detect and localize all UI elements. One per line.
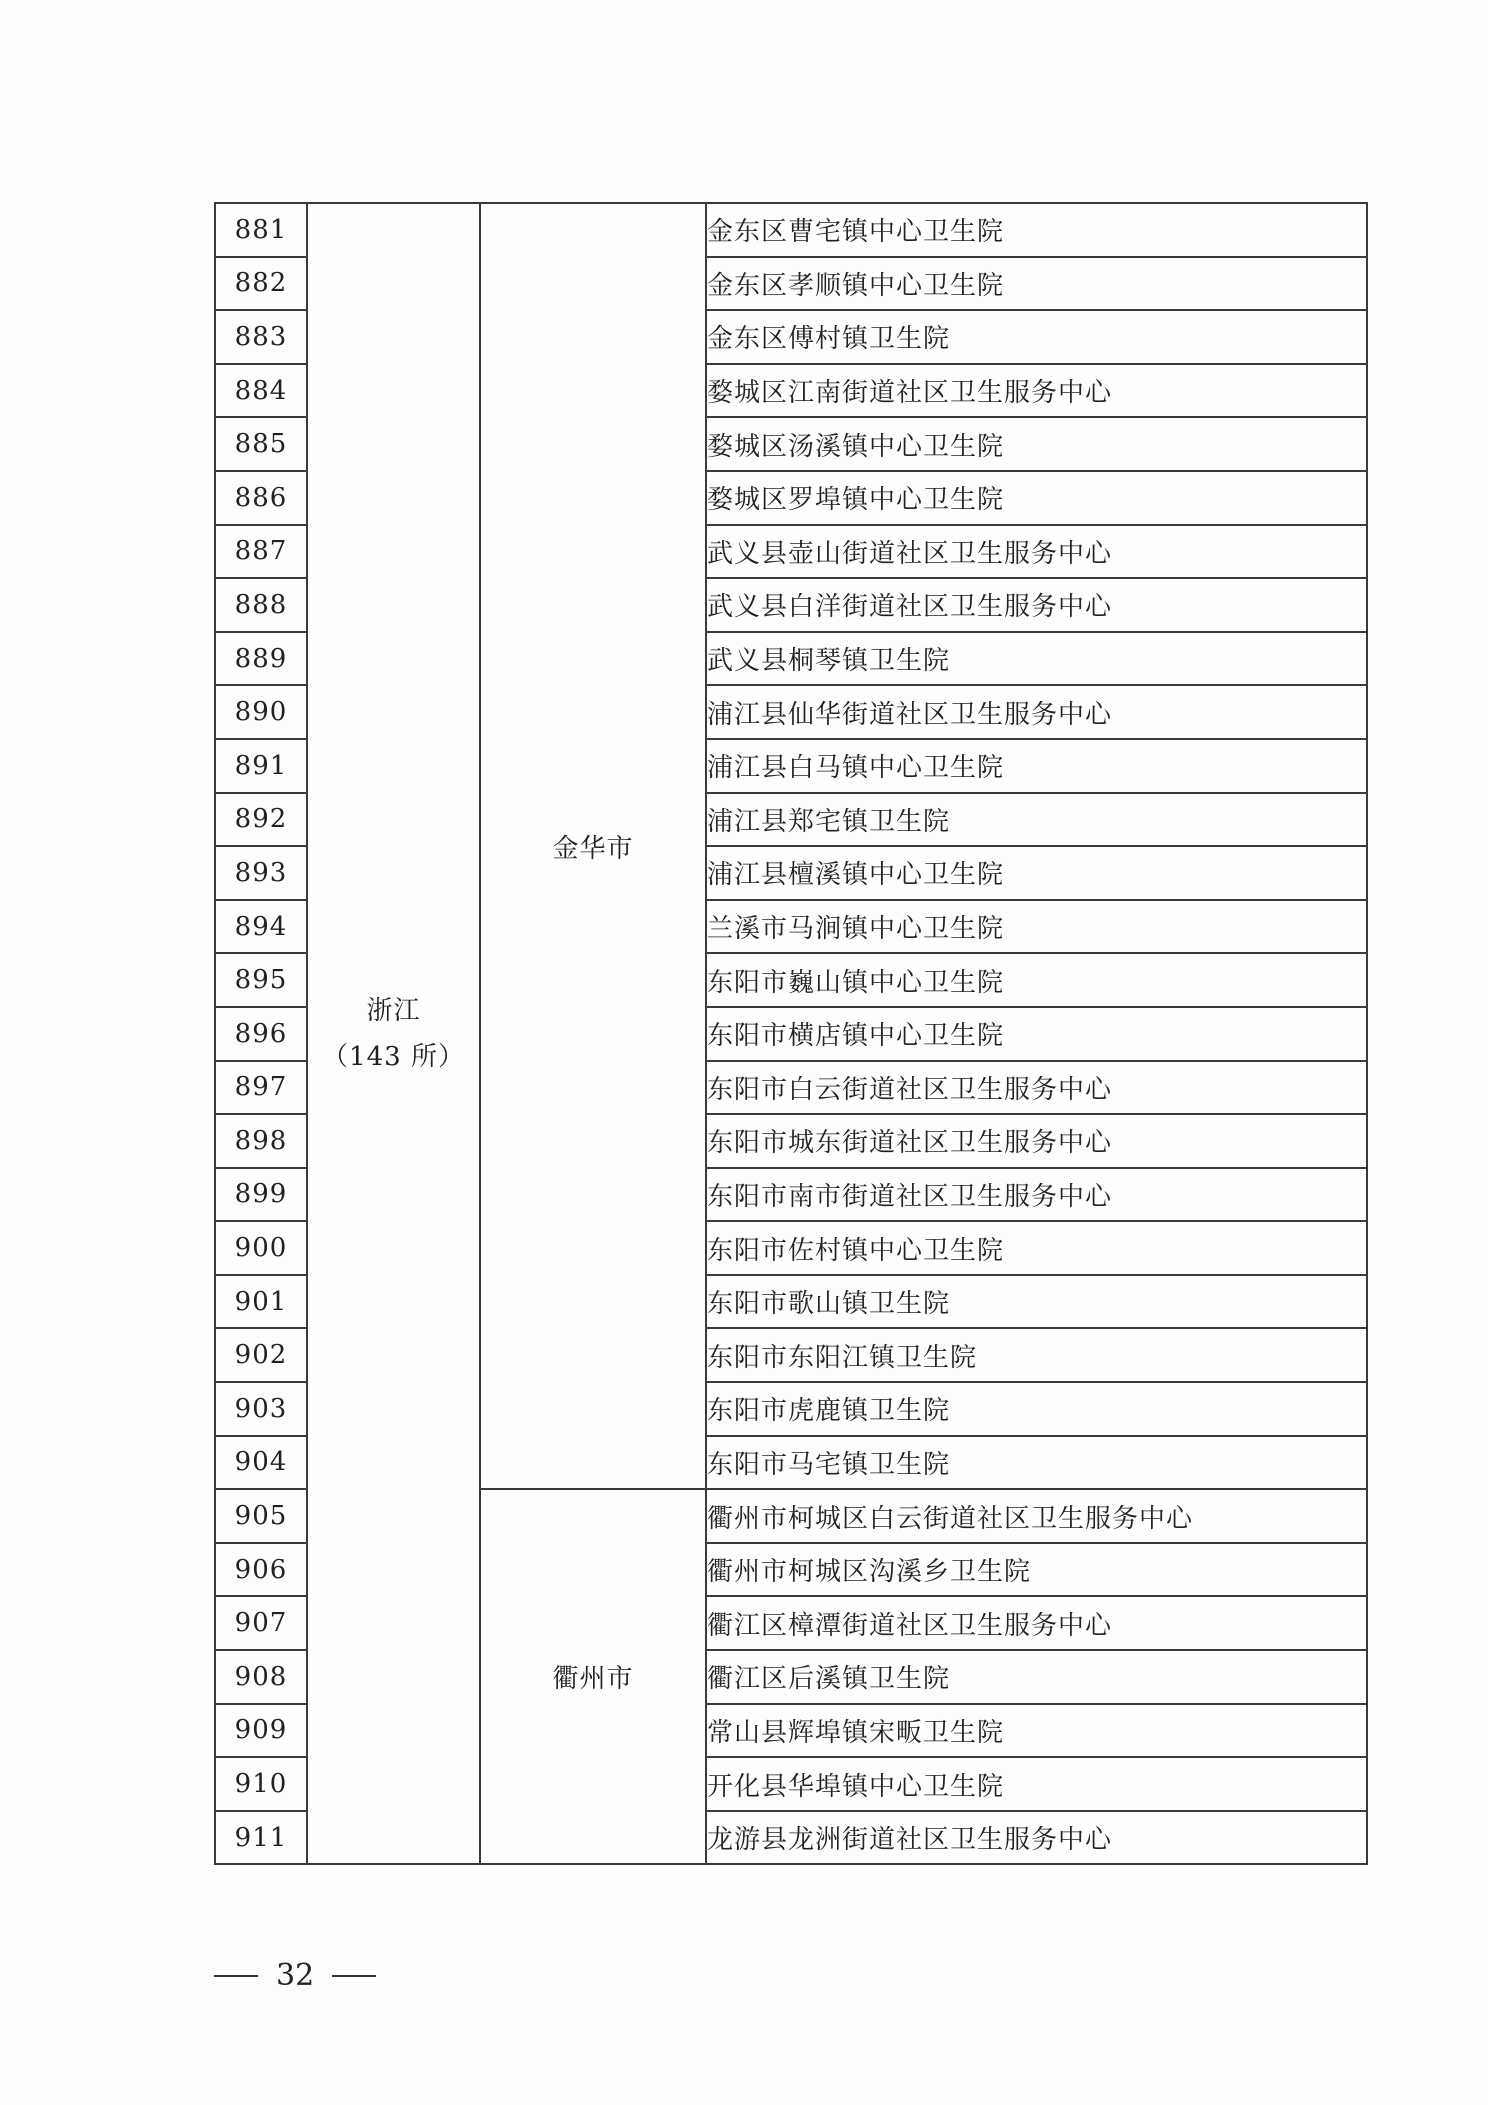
row-number: 910 [215, 1757, 307, 1811]
row-number: 883 [215, 310, 307, 364]
row-number: 907 [215, 1596, 307, 1650]
row-number: 909 [215, 1704, 307, 1758]
row-number: 884 [215, 364, 307, 418]
institution-table-body [215, 203, 1367, 1864]
footer-dash-left [214, 1975, 258, 1977]
institution-name: 衢州市柯城区白云街道社区卫生服务中心 [706, 1489, 1367, 1543]
row-number: 908 [215, 1650, 307, 1704]
institution-name: 东阳市虎鹿镇卫生院 [706, 1382, 1367, 1436]
institution-name: 浦江县郑宅镇卫生院 [706, 793, 1367, 847]
city-cell: 金华市 [480, 203, 706, 1489]
institution-name: 东阳市歌山镇卫生院 [706, 1275, 1367, 1329]
page-footer [214, 1958, 376, 1993]
institution-name: 东阳市白云街道社区卫生服务中心 [706, 1061, 1367, 1115]
institution-name: 开化县华埠镇中心卫生院 [706, 1757, 1367, 1811]
institution-table [214, 202, 1368, 1865]
institution-name: 金东区孝顺镇中心卫生院 [706, 257, 1367, 311]
institution-name: 兰溪市马涧镇中心卫生院 [706, 900, 1367, 954]
institution-name: 金东区傅村镇卫生院 [706, 310, 1367, 364]
row-number: 894 [215, 900, 307, 954]
institution-name: 浦江县仙华街道社区卫生服务中心 [706, 685, 1367, 739]
row-number: 890 [215, 685, 307, 739]
institution-name: 龙游县龙洲街道社区卫生服务中心 [706, 1811, 1367, 1865]
institution-name: 武义县白洋街道社区卫生服务中心 [706, 578, 1367, 632]
institution-name: 衢州市柯城区沟溪乡卫生院 [706, 1543, 1367, 1597]
institution-name: 武义县桐琴镇卫生院 [706, 632, 1367, 686]
table-row [215, 203, 1367, 257]
institution-name: 婺城区汤溪镇中心卫生院 [706, 417, 1367, 471]
row-number: 904 [215, 1436, 307, 1490]
row-number: 911 [215, 1811, 307, 1865]
institution-name: 东阳市马宅镇卫生院 [706, 1436, 1367, 1490]
province-cell [307, 203, 480, 1864]
row-number: 882 [215, 257, 307, 311]
institution-name: 婺城区江南街道社区卫生服务中心 [706, 364, 1367, 418]
row-number: 892 [215, 793, 307, 847]
row-number: 896 [215, 1007, 307, 1061]
row-number: 893 [215, 846, 307, 900]
row-number: 888 [215, 578, 307, 632]
row-number: 900 [215, 1221, 307, 1275]
institution-name: 衢江区樟潭街道社区卫生服务中心 [706, 1596, 1367, 1650]
institution-name: 东阳市东阳江镇卫生院 [706, 1328, 1367, 1382]
institution-name: 东阳市城东街道社区卫生服务中心 [706, 1114, 1367, 1168]
institution-name: 浦江县白马镇中心卫生院 [706, 739, 1367, 793]
institution-name: 浦江县檀溪镇中心卫生院 [706, 846, 1367, 900]
institution-name: 东阳市佐村镇中心卫生院 [706, 1221, 1367, 1275]
row-number: 898 [215, 1114, 307, 1168]
row-number: 887 [215, 525, 307, 579]
province-count: （143 所） [322, 1041, 465, 1072]
institution-name: 衢江区后溪镇卫生院 [706, 1650, 1367, 1704]
institution-name: 婺城区罗埠镇中心卫生院 [706, 471, 1367, 525]
row-number: 895 [215, 953, 307, 1007]
row-number: 897 [215, 1061, 307, 1115]
row-number: 903 [215, 1382, 307, 1436]
institution-name: 金东区曹宅镇中心卫生院 [706, 203, 1367, 257]
institution-name: 东阳市横店镇中心卫生院 [706, 1007, 1367, 1061]
city-cell: 衢州市 [480, 1489, 706, 1864]
footer-dash-right [332, 1975, 376, 1977]
row-number: 899 [215, 1168, 307, 1222]
row-number: 901 [215, 1275, 307, 1329]
institution-name: 常山县辉埠镇宋畈卫生院 [706, 1704, 1367, 1758]
institution-name: 东阳市巍山镇中心卫生院 [706, 953, 1367, 1007]
row-number: 902 [215, 1328, 307, 1382]
institution-name: 东阳市南市街道社区卫生服务中心 [706, 1168, 1367, 1222]
row-number: 885 [215, 417, 307, 471]
institution-name: 武义县壶山街道社区卫生服务中心 [706, 525, 1367, 579]
province-name: 浙江 [366, 995, 421, 1026]
row-number: 881 [215, 203, 307, 257]
row-number: 906 [215, 1543, 307, 1597]
row-number: 905 [215, 1489, 307, 1543]
page-number: 32 [276, 1958, 315, 1993]
row-number: 891 [215, 739, 307, 793]
row-number: 889 [215, 632, 307, 686]
row-number: 886 [215, 471, 307, 525]
